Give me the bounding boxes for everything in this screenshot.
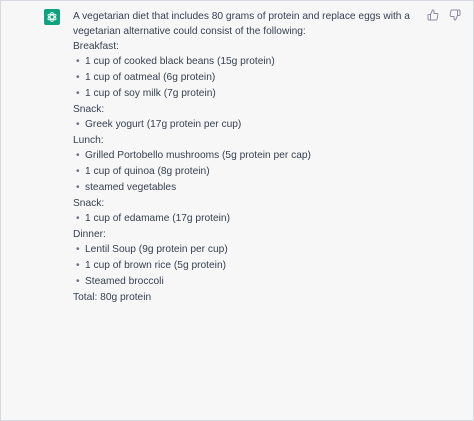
intro-text: A vegetarian diet that includes 80 grams of protein and replace eggs with a vegetarian alternative could consist of the following: <box>73 11 410 37</box>
bullet-icon: • <box>76 244 80 255</box>
meal-section-dinner <box>73 227 433 289</box>
bullet-icon: • <box>76 56 80 67</box>
list-item <box>73 86 433 101</box>
list-item <box>73 70 433 85</box>
meal-heading: Dinner: <box>73 229 106 240</box>
meal-item-list <box>73 117 433 132</box>
bullet-icon: • <box>76 72 80 83</box>
meal-section-snack-1 <box>73 102 433 132</box>
bullet-icon: • <box>76 182 80 193</box>
meal-heading: Snack: <box>73 104 105 115</box>
list-item-text: Steamed broccoli <box>85 276 164 287</box>
bullet-icon: • <box>76 276 80 287</box>
assistant-avatar <box>44 9 60 25</box>
list-item-text: steamed vegetables <box>85 182 177 193</box>
list-item-text: Lentil Soup (9g protein per cup) <box>85 244 228 255</box>
list-item-text: 1 cup of brown rice (5g protein) <box>85 260 226 271</box>
bullet-icon: • <box>76 166 80 177</box>
meal-section-lunch <box>73 133 433 195</box>
openai-logo-icon <box>46 11 58 23</box>
total-protein-text: Total: 80g protein <box>73 292 152 303</box>
meal-heading: Lunch: <box>73 135 104 146</box>
meal-heading: Breakfast: <box>73 41 119 52</box>
list-item-text: Greek yogurt (17g protein per cup) <box>85 119 242 130</box>
list-item <box>73 211 433 226</box>
list-item <box>73 54 433 69</box>
list-item-text: 1 cup of edamame (17g protein) <box>85 213 230 224</box>
meal-section-breakfast <box>73 39 433 101</box>
bullet-icon: • <box>76 213 80 224</box>
bullet-icon: • <box>76 88 80 99</box>
meal-item-list <box>73 148 433 195</box>
list-item <box>73 117 433 132</box>
meal-item-list <box>73 54 433 101</box>
message-content <box>73 9 433 305</box>
bullet-icon: • <box>76 119 80 130</box>
list-item-text: Grilled Portobello mushrooms (5g protein per cap) <box>85 150 311 161</box>
list-item <box>73 242 433 257</box>
bullet-icon: • <box>76 150 80 161</box>
list-item-text: 1 cup of cooked black beans (15g protein) <box>85 56 275 67</box>
meal-item-list <box>73 242 433 289</box>
meal-item-list <box>73 211 433 226</box>
meal-heading: Snack: <box>73 198 105 209</box>
list-item <box>73 258 433 273</box>
list-item <box>73 148 433 163</box>
list-item-text: 1 cup of oatmeal (6g protein) <box>85 72 216 83</box>
list-item-text: 1 cup of quinoa (8g protein) <box>85 166 210 177</box>
list-item <box>73 164 433 179</box>
meal-section-snack-2 <box>73 196 433 226</box>
list-item <box>73 274 433 289</box>
list-item <box>73 180 433 195</box>
list-item-text: 1 cup of soy milk (7g protein) <box>85 88 216 99</box>
bullet-icon: • <box>76 260 80 271</box>
thumbs-down-icon[interactable] <box>449 9 461 21</box>
